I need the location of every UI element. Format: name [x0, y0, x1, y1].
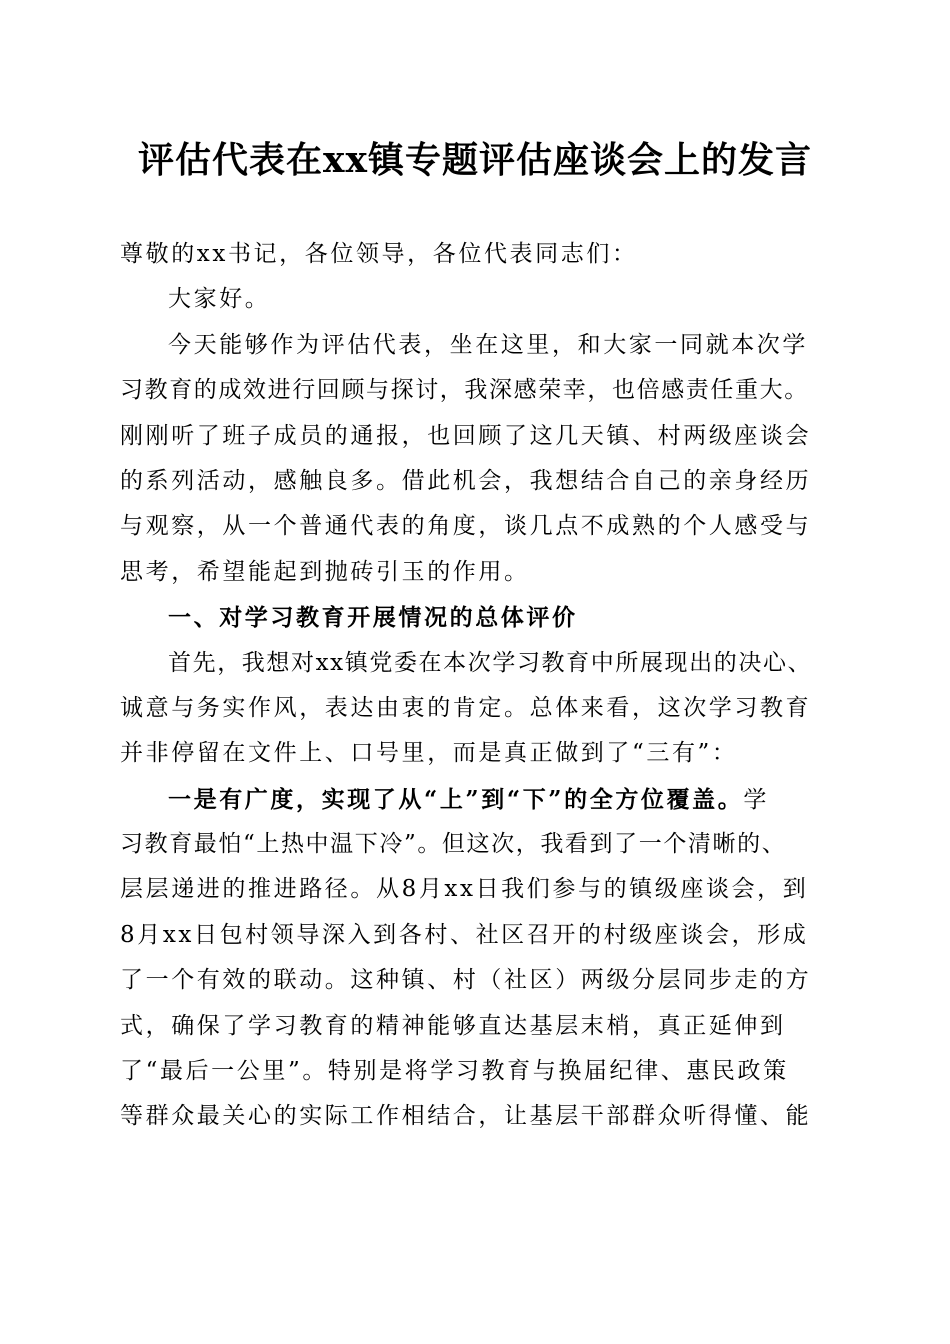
document-title: 评估代表在xx镇专题评估座谈会上的发言 — [138, 139, 812, 181]
paragraph-line: 式，确保了学习教育的精神能够直达基层末梢，真正延伸到 — [120, 1012, 786, 1039]
paragraph-line — [120, 777, 832, 822]
paragraph-line: 了“最后一公里”。特别是将学习教育与换届纪律、惠民政策 — [120, 1058, 789, 1085]
greeting-line: 大家好。 — [168, 286, 271, 313]
paragraph-line: 今天能够作为评估代表，坐在这里，和大家一同就本次学 — [168, 331, 808, 358]
paragraph-line: 层层递进的推进路径。从8月xx日我们参与的镇级座谈会，到 — [120, 876, 809, 903]
paragraph-line: 的系列活动，感触良多。借此机会，我想结合自己的亲身经历 — [120, 467, 812, 494]
paragraph-line: 等群众最关心的实际工作相结合，让基层干部群众听得懂、能 — [120, 1103, 812, 1130]
paragraph-line: 了一个有效的联动。这种镇、村（社区）两级分层同步走的方 — [120, 967, 812, 994]
section-heading: 一、对学习教育开展情况的总体评价 — [168, 604, 578, 632]
paragraph-line: 刚刚听了班子成员的通报，也回顾了这几天镇、村两级座谈会 — [120, 422, 812, 449]
paragraph-line: 并非停留在文件上、口号里，而是真正做到了“三有”： — [120, 740, 738, 767]
paragraph-line: 习教育的成效进行回顾与探讨，我深感荣幸，也倍感责任重大。 — [120, 377, 809, 404]
paragraph-line: 思考，希望能起到抛砖引玉的作用。 — [120, 558, 530, 585]
paragraph-line: 首先，我想对xx镇党委在本次学习教育中所展现出的决心、 — [168, 649, 813, 676]
salutation-line: 尊敬的xx书记，各位领导，各位代表同志们： — [120, 241, 638, 267]
paragraph-line: 习教育最怕“上热中温下冷”。但这次，我看到了一个清晰的、 — [120, 831, 787, 858]
document-body — [120, 232, 832, 1140]
point-heading: 一是有广度，实现了从“上”到“下”的全方位覆盖。 — [168, 785, 744, 813]
paragraph-line: 与观察，从一个普通代表的角度，谈几点不成熟的个人感受与 — [120, 513, 812, 540]
point-heading-tail: 学 — [743, 786, 769, 813]
paragraph-line: 诚意与务实作风，表达由衷的肯定。总体来看，这次学习教育 — [120, 694, 812, 721]
paragraph-line: 8月xx日包村领导深入到各村、社区召开的村级座谈会，形成 — [120, 921, 809, 948]
